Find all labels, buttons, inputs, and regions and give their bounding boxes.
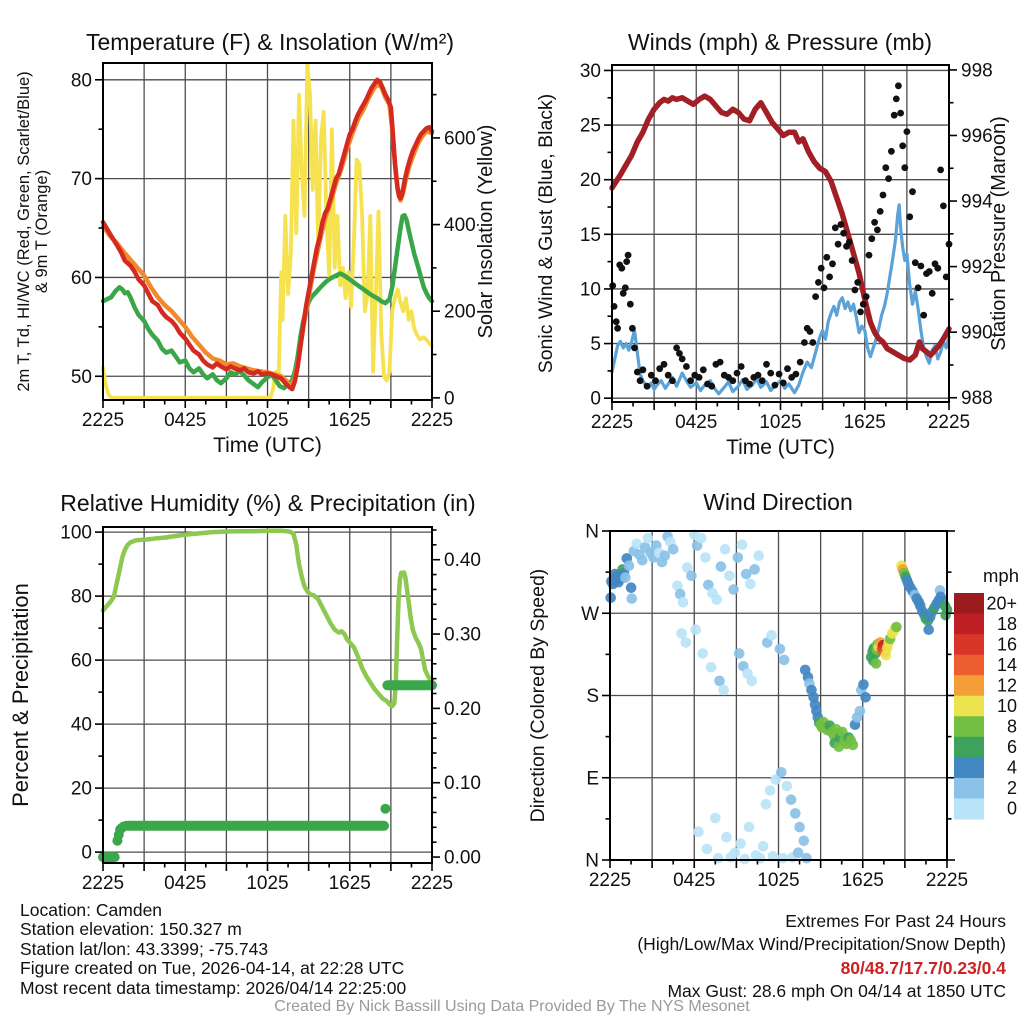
wind-dot (713, 853, 724, 864)
colorbar-segment (954, 737, 984, 758)
colorbar-label: 14 (996, 654, 1017, 675)
y-tick-label-right: 200 (444, 301, 476, 323)
data-dot (801, 339, 808, 346)
data-dot (904, 128, 911, 135)
y-tick-label-left: 20 (70, 778, 92, 800)
data-dot (815, 279, 822, 286)
y-axis-label-left: Percent & Precipitation (8, 583, 33, 807)
extremes-subtitle: (High/Low/Max Wind/Precipitation/Snow Depth) (637, 934, 1006, 955)
data-dot (871, 219, 878, 226)
y-axis-label-left: Direction (Colored By Speed) (527, 568, 549, 823)
wind-dot (711, 594, 722, 605)
wind-dot (721, 832, 732, 843)
x-tick-label: 1625 (328, 873, 371, 894)
data-dot (901, 164, 908, 171)
station-info (20, 901, 406, 998)
x-axis-label: Time (UTC) (726, 436, 835, 459)
wind-dot (720, 544, 731, 555)
y-tick-label-left: 80 (70, 70, 92, 92)
x-tick-label: 1025 (246, 873, 289, 894)
data-dot (696, 374, 703, 381)
data-dot (683, 363, 690, 370)
x-tick-label: 2225 (81, 410, 125, 431)
chart-humidity-precipitation (0, 460, 512, 920)
data-dot (700, 366, 707, 373)
data-dot (807, 328, 814, 335)
wind-dot (891, 622, 902, 633)
y-tick-label-left: 60 (70, 267, 92, 289)
station-location: Location: Camden (20, 900, 163, 920)
wind-dot (668, 544, 679, 555)
data-dot (920, 312, 927, 319)
data-dot (874, 227, 881, 234)
chart-title: Winds (mph) & Pressure (mb) (627, 29, 933, 55)
x-axis-label: Time (UTC) (213, 434, 322, 457)
y-tick-label-left: E (586, 768, 599, 790)
data-dot (940, 203, 947, 210)
wind-dot (700, 552, 711, 563)
x-tick-label: 2225 (927, 412, 971, 433)
data-dot (866, 252, 873, 259)
wind-dot (724, 571, 735, 582)
data-dot (729, 377, 736, 384)
tick-labels (60, 523, 481, 894)
data-dot (915, 284, 922, 291)
y-tick-label-left: S (586, 686, 599, 707)
data-dot (629, 325, 636, 332)
chart-title: Relative Humidity (%) & Precipitation (in) (60, 490, 476, 516)
wind-dot (782, 781, 793, 792)
wind-dot (676, 628, 687, 639)
data-dot (893, 96, 900, 103)
y-tick-label-left: N (585, 521, 599, 543)
y-tick-label-left: 50 (70, 366, 92, 388)
y-tick-label-left: 70 (70, 169, 92, 191)
data-dot (614, 325, 621, 332)
wind-dot (686, 571, 697, 582)
x-tick-label: 2225 (925, 870, 969, 891)
data-dot (661, 361, 668, 368)
colorbar-label: 12 (996, 675, 1017, 696)
data-dot (863, 293, 870, 300)
data-dot (868, 235, 875, 242)
data-dot (622, 284, 629, 291)
data-dot (880, 192, 887, 199)
wind-dot (678, 597, 689, 608)
data-dot (687, 377, 694, 384)
wind-dot (697, 648, 708, 659)
chart-temperature-insolation (0, 0, 512, 460)
x-tick-label: 1625 (841, 870, 884, 891)
x-tick-label: 2225 (590, 412, 634, 433)
colorbar-label: 4 (1006, 757, 1017, 778)
y-tick-label-right: 988 (961, 388, 993, 410)
x-tick-label: 2225 (588, 870, 632, 891)
wind-dot (696, 533, 707, 544)
data-dot (652, 377, 659, 384)
wind-dot (765, 785, 776, 796)
station-elevation: Station elevation: 150.327 m (20, 919, 242, 940)
y-tick-label-left: 20 (579, 170, 601, 192)
max-gust: Max Gust: 28.6 mph On 04/14 at 1850 UTC (667, 981, 1006, 1002)
data-dot (648, 372, 655, 379)
colorbar-label: 18 (996, 613, 1017, 634)
wind-dot (690, 624, 701, 635)
data-dot (809, 339, 816, 346)
colorbar-label: 8 (1006, 716, 1017, 737)
data-dot (784, 365, 791, 372)
data-dot (797, 359, 804, 366)
colorbar-segment (954, 593, 984, 614)
wind-dot (716, 561, 727, 572)
data-dot (623, 258, 630, 265)
data-dot (895, 82, 902, 89)
wind-dot (758, 841, 769, 852)
gridlines (610, 531, 947, 860)
data-dot (854, 279, 861, 286)
y-tick-label-right: 0.40 (444, 550, 481, 572)
data-dot (852, 287, 859, 294)
wind-dot (745, 579, 756, 590)
data-dot (776, 371, 783, 378)
wind-dot (786, 794, 797, 805)
x-tick-label: 2225 (81, 873, 125, 894)
colorbar-label: 0 (1006, 798, 1017, 819)
y-tick-label-right: 994 (961, 191, 993, 213)
wind-dot (754, 550, 765, 561)
data-dot (888, 148, 895, 155)
y-axis-label-left: & 9m T (Orange) (33, 169, 51, 294)
wind-dot (860, 692, 871, 703)
wind-dot (779, 655, 790, 666)
wind-dot (624, 560, 635, 571)
x-tick-label: 0425 (673, 870, 716, 891)
x-tick-label: 2225 (410, 873, 454, 894)
data-dot (934, 265, 941, 272)
wind-dot (626, 582, 637, 593)
colorbar-segment (954, 614, 984, 635)
wind-dot (766, 630, 777, 641)
y-axis-label-right: Solar Insolation (Yellow) (475, 124, 497, 339)
data-dot (746, 381, 753, 388)
wind-dot (871, 658, 882, 669)
colorbar-label: 20+ (986, 593, 1017, 614)
plot-area (15, 29, 497, 457)
data-dot (613, 318, 620, 325)
y-axis-label-left: Sonic Wind & Gust (Blue, Black) (535, 93, 557, 374)
x-tick-label: 0425 (675, 412, 718, 433)
colorbar-label: 6 (1006, 737, 1017, 758)
wind-dot (718, 685, 729, 696)
y-tick-label-left: 0 (590, 388, 601, 410)
y-tick-label-right: 990 (961, 322, 993, 344)
x-tick-label: 1625 (328, 410, 371, 431)
data-dot (640, 366, 647, 373)
wind-dot (737, 539, 748, 550)
colorbar-segment (954, 634, 984, 655)
data-dot (835, 241, 842, 248)
colorbar-label: 16 (996, 634, 1017, 655)
data-dot (812, 293, 819, 300)
plot-area (527, 489, 968, 891)
y-tick-label-right: 0.30 (444, 624, 481, 646)
colorbar-segment (954, 655, 984, 676)
data-dot (818, 265, 825, 272)
wind-dot (620, 572, 631, 583)
wind-dot (734, 648, 745, 659)
data-dot (627, 301, 634, 308)
data-dot (885, 175, 892, 182)
colorbar-label: 2 (1006, 778, 1017, 799)
y-axis-label-right: Station Pressure (Maroon) (988, 116, 1010, 351)
x-tick-label: 1025 (246, 410, 289, 431)
data-dot (846, 239, 853, 246)
figure-created: Figure created on Tue, 2026-04-14, at 22:28 UTC (20, 958, 405, 979)
x-tick-label: 2225 (410, 410, 454, 431)
data-dot (665, 372, 672, 379)
y-tick-label-left: 10 (579, 279, 601, 301)
data-dot (780, 380, 787, 387)
y-tick-label-left: 15 (579, 224, 601, 246)
chart-title: Wind Direction (703, 489, 853, 515)
wind-dot (848, 740, 859, 751)
wind-dot (775, 644, 786, 655)
wind-dot (706, 662, 717, 673)
y-tick-label-right: 400 (444, 215, 476, 237)
data-dot (929, 290, 936, 297)
y-tick-label-left: 100 (60, 522, 92, 544)
data-dot (708, 383, 715, 390)
chart-winds-pressure (512, 0, 1024, 460)
y-axis-label-left: 2m T, Td, HI/WC (Red, Green, Scarlet/Blue) (15, 71, 33, 392)
wind-dot (733, 552, 744, 563)
chart-title: Temperature (F) & Insolation (W/m²) (85, 29, 455, 55)
colorbar-segment (954, 675, 984, 696)
data-dot (891, 112, 898, 119)
wind-dot (747, 676, 758, 687)
wind-dot (660, 550, 671, 561)
colorbar-segment (954, 757, 984, 778)
y-tick-label-right: 992 (961, 257, 993, 279)
wind-dot (681, 637, 692, 648)
wind-dot (801, 853, 812, 864)
colorbar-title: mph (983, 565, 1019, 586)
y-tick-label-left: 5 (590, 334, 601, 356)
data-dot (899, 142, 906, 149)
wind-dot (790, 808, 801, 819)
colorbar-segment (954, 696, 984, 717)
data-dot (877, 208, 884, 215)
x-tick-label: 1025 (759, 412, 802, 433)
data-dot (860, 301, 867, 308)
extremes-values: 80/48.7/17.7/0.23/0.4 (840, 957, 1006, 978)
y-tick-label-left: N (585, 850, 599, 872)
data-dot (882, 164, 889, 171)
wind-dot (714, 676, 725, 687)
wind-dot (923, 624, 934, 635)
data-dot (772, 382, 779, 389)
extremes-info (637, 910, 1006, 1004)
y-tick-label-right: 998 (961, 60, 993, 82)
data-dot (767, 370, 774, 377)
y-tick-label-right: 0.20 (444, 698, 481, 720)
data-dot (618, 265, 625, 272)
data-dot (121, 821, 131, 831)
wind-dot (761, 799, 772, 810)
x-tick-label: 0425 (164, 410, 207, 431)
data-timestamp: Most recent data timestamp: 2026/04/14 22:25:00 (20, 977, 407, 998)
wind-dot (726, 852, 737, 863)
wind-dot (693, 826, 704, 837)
wind-dot (637, 555, 648, 566)
data-dot (679, 356, 686, 363)
data-dot (637, 377, 644, 384)
wind-dot (735, 838, 746, 849)
wind-dot (755, 853, 766, 864)
colorbar-segment (954, 778, 984, 799)
y-tick-label-right: 0.00 (444, 847, 481, 869)
data-dot (906, 213, 913, 220)
speed-colorbar (954, 565, 1019, 820)
wind-dot (728, 584, 739, 595)
data-dot (734, 370, 741, 377)
data-dot (926, 268, 933, 275)
y-tick-label-left: 30 (579, 60, 601, 82)
data-dot (759, 377, 766, 384)
x-tick-label: 1625 (843, 412, 886, 433)
wind-dot (627, 593, 638, 604)
data-dot (763, 361, 770, 368)
data-dot (380, 804, 390, 814)
wind-dot (643, 533, 654, 544)
data-dot (823, 254, 830, 261)
data-dot (937, 167, 944, 174)
data-dot (793, 371, 800, 378)
y-tick-label-left: 80 (70, 586, 92, 608)
wind-dot (744, 822, 755, 833)
data-dot (738, 363, 745, 370)
plot-area (8, 490, 481, 894)
data-dot (821, 284, 828, 291)
data-dot (897, 110, 904, 117)
y-tick-label-right: 600 (444, 128, 476, 150)
y-tick-label-right: 996 (961, 125, 993, 147)
data-dot (644, 383, 651, 390)
colorbar-label: 10 (996, 696, 1017, 716)
y-tick-label-right: 0 (444, 388, 455, 410)
colorbar-segment (954, 798, 984, 819)
data-dot (909, 188, 916, 195)
y-tick-label-left: 60 (70, 650, 92, 672)
wind-dot (749, 564, 760, 575)
credit-line: Created By Nick Bassill Using Data Provided By The NYS Mesonet (274, 998, 750, 1015)
x-tick-label: 1025 (757, 870, 800, 891)
colorbar-segment (954, 716, 984, 737)
y-tick-label-left: 25 (579, 115, 601, 137)
data-dot (717, 359, 724, 366)
data-dot (669, 377, 676, 384)
data-dot (838, 221, 845, 228)
wind-dot (858, 679, 869, 690)
plot-area (535, 29, 1010, 459)
data-dot (829, 260, 836, 267)
data-dot (631, 345, 638, 352)
x-tick-label: 0425 (164, 873, 207, 894)
y-tick-label-right: 0.10 (444, 773, 481, 795)
wind-dot (855, 706, 866, 717)
wind-dot (799, 836, 810, 847)
data-dot (755, 372, 762, 379)
data-dot (826, 274, 833, 281)
y-tick-label-left: W (581, 603, 599, 625)
wind-dot (702, 844, 713, 855)
wind-dot (710, 813, 721, 824)
data-dot (857, 309, 864, 316)
data-dot (918, 263, 925, 270)
data-dot (625, 252, 632, 259)
y-tick-label-left: 0 (81, 842, 92, 864)
wind-dot (794, 822, 805, 833)
data-dot (840, 230, 847, 237)
chart-wind-direction (512, 460, 1024, 920)
data-dot (849, 257, 856, 264)
station-latlon: Station lat/lon: 43.3399; -75.743 (20, 938, 269, 959)
wind-dot (776, 767, 787, 778)
y-tick-label-left: 40 (70, 714, 92, 736)
extremes-title: Extremes For Past 24 Hours (785, 911, 1006, 931)
